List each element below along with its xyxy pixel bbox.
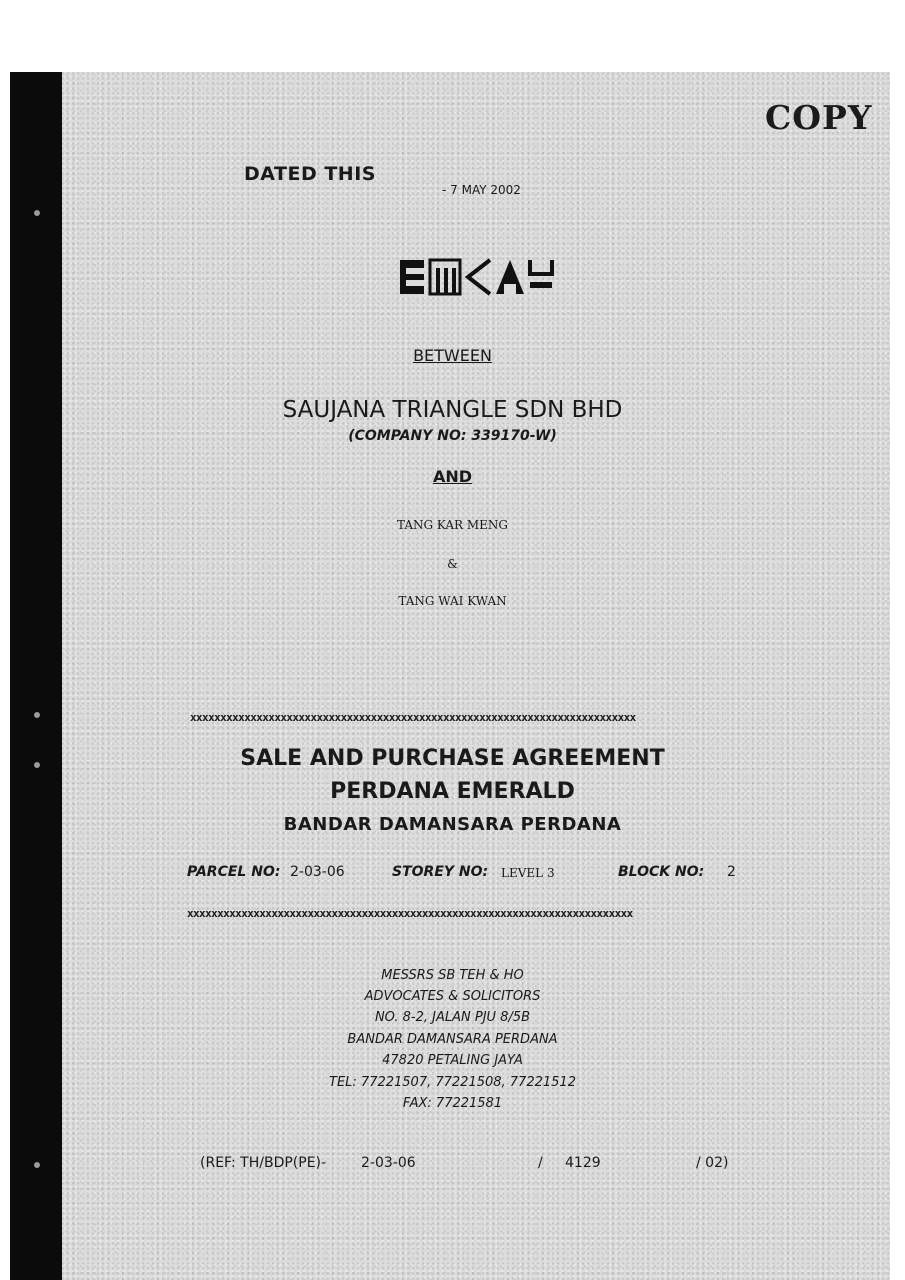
agreement-title: SALE AND PURCHASE AGREEMENT (240, 746, 665, 771)
project-name: PERDANA EMERALD (330, 779, 575, 804)
separator-line: xxxxxxxxxxxxxxxxxxxxxxxxxxxxxxxxxxxxxxxxxxxxxxxxxxxxxxxxxxxxxxxxxxxxxxxxxx (190, 711, 636, 724)
reference-slash: / (538, 1155, 543, 1171)
purchaser-ampersand: & (447, 557, 458, 571)
binding-hole (34, 1162, 40, 1168)
reference-suffix: / 02) (696, 1155, 729, 1171)
firm-name: MESSRS SB TEH & HO (381, 968, 524, 983)
copy-stamp: COPY (765, 98, 873, 137)
and-label: AND (432, 467, 473, 486)
project-location: BANDAR DAMANSARA PERDANA (283, 814, 622, 835)
firm-address-line-2: BANDAR DAMANSARA PERDANA (347, 1032, 558, 1047)
firm-fax: FAX: 77221581 (402, 1096, 503, 1111)
reference-prefix: (REF: TH/BDP(PE)- (200, 1155, 327, 1171)
emkay-logo (400, 254, 555, 296)
between-label: BETWEEN (413, 346, 492, 365)
separator-line: xxxxxxxxxxxxxxxxxxxxxxxxxxxxxxxxxxxxxxxxxxxxxxxxxxxxxxxxxxxxxxxxxxxxxxxxxx (187, 907, 633, 920)
binding-hole (34, 210, 40, 216)
firm-address-line-1: NO. 8-2, JALAN PJU 8/5B (374, 1010, 531, 1025)
reference-parcel: 2-03-06 (361, 1155, 416, 1171)
block-no-value: 2 (727, 864, 736, 880)
parcel-no-label: PARCEL NO: (187, 864, 281, 880)
storey-no-label: STOREY NO: (392, 864, 489, 880)
purchaser-name-2: TANG WAI KWAN (398, 594, 507, 608)
reference-number: 4129 (565, 1155, 601, 1171)
dated-label: DATED THIS (244, 163, 376, 185)
parcel-no-value: 2-03-06 (290, 864, 345, 880)
storey-no-value: LEVEL 3 (501, 866, 555, 880)
firm-address-line-3: 47820 PETALING JAYA (382, 1053, 523, 1068)
firm-description: ADVOCATES & SOLICITORS (364, 989, 541, 1004)
date-stamp: - 7 MAY 2002 (442, 183, 521, 197)
firm-telephone: TEL: 77221507, 77221508, 77221512 (329, 1075, 576, 1090)
binding-hole (34, 712, 40, 718)
purchaser-name-1: TANG KAR MENG (396, 518, 509, 532)
block-no-label: BLOCK NO: (618, 864, 705, 880)
vendor-name: SAUJANA TRIANGLE SDN BHD (282, 397, 623, 423)
vendor-company-no: (COMPANY NO: 339170-W) (348, 428, 557, 444)
